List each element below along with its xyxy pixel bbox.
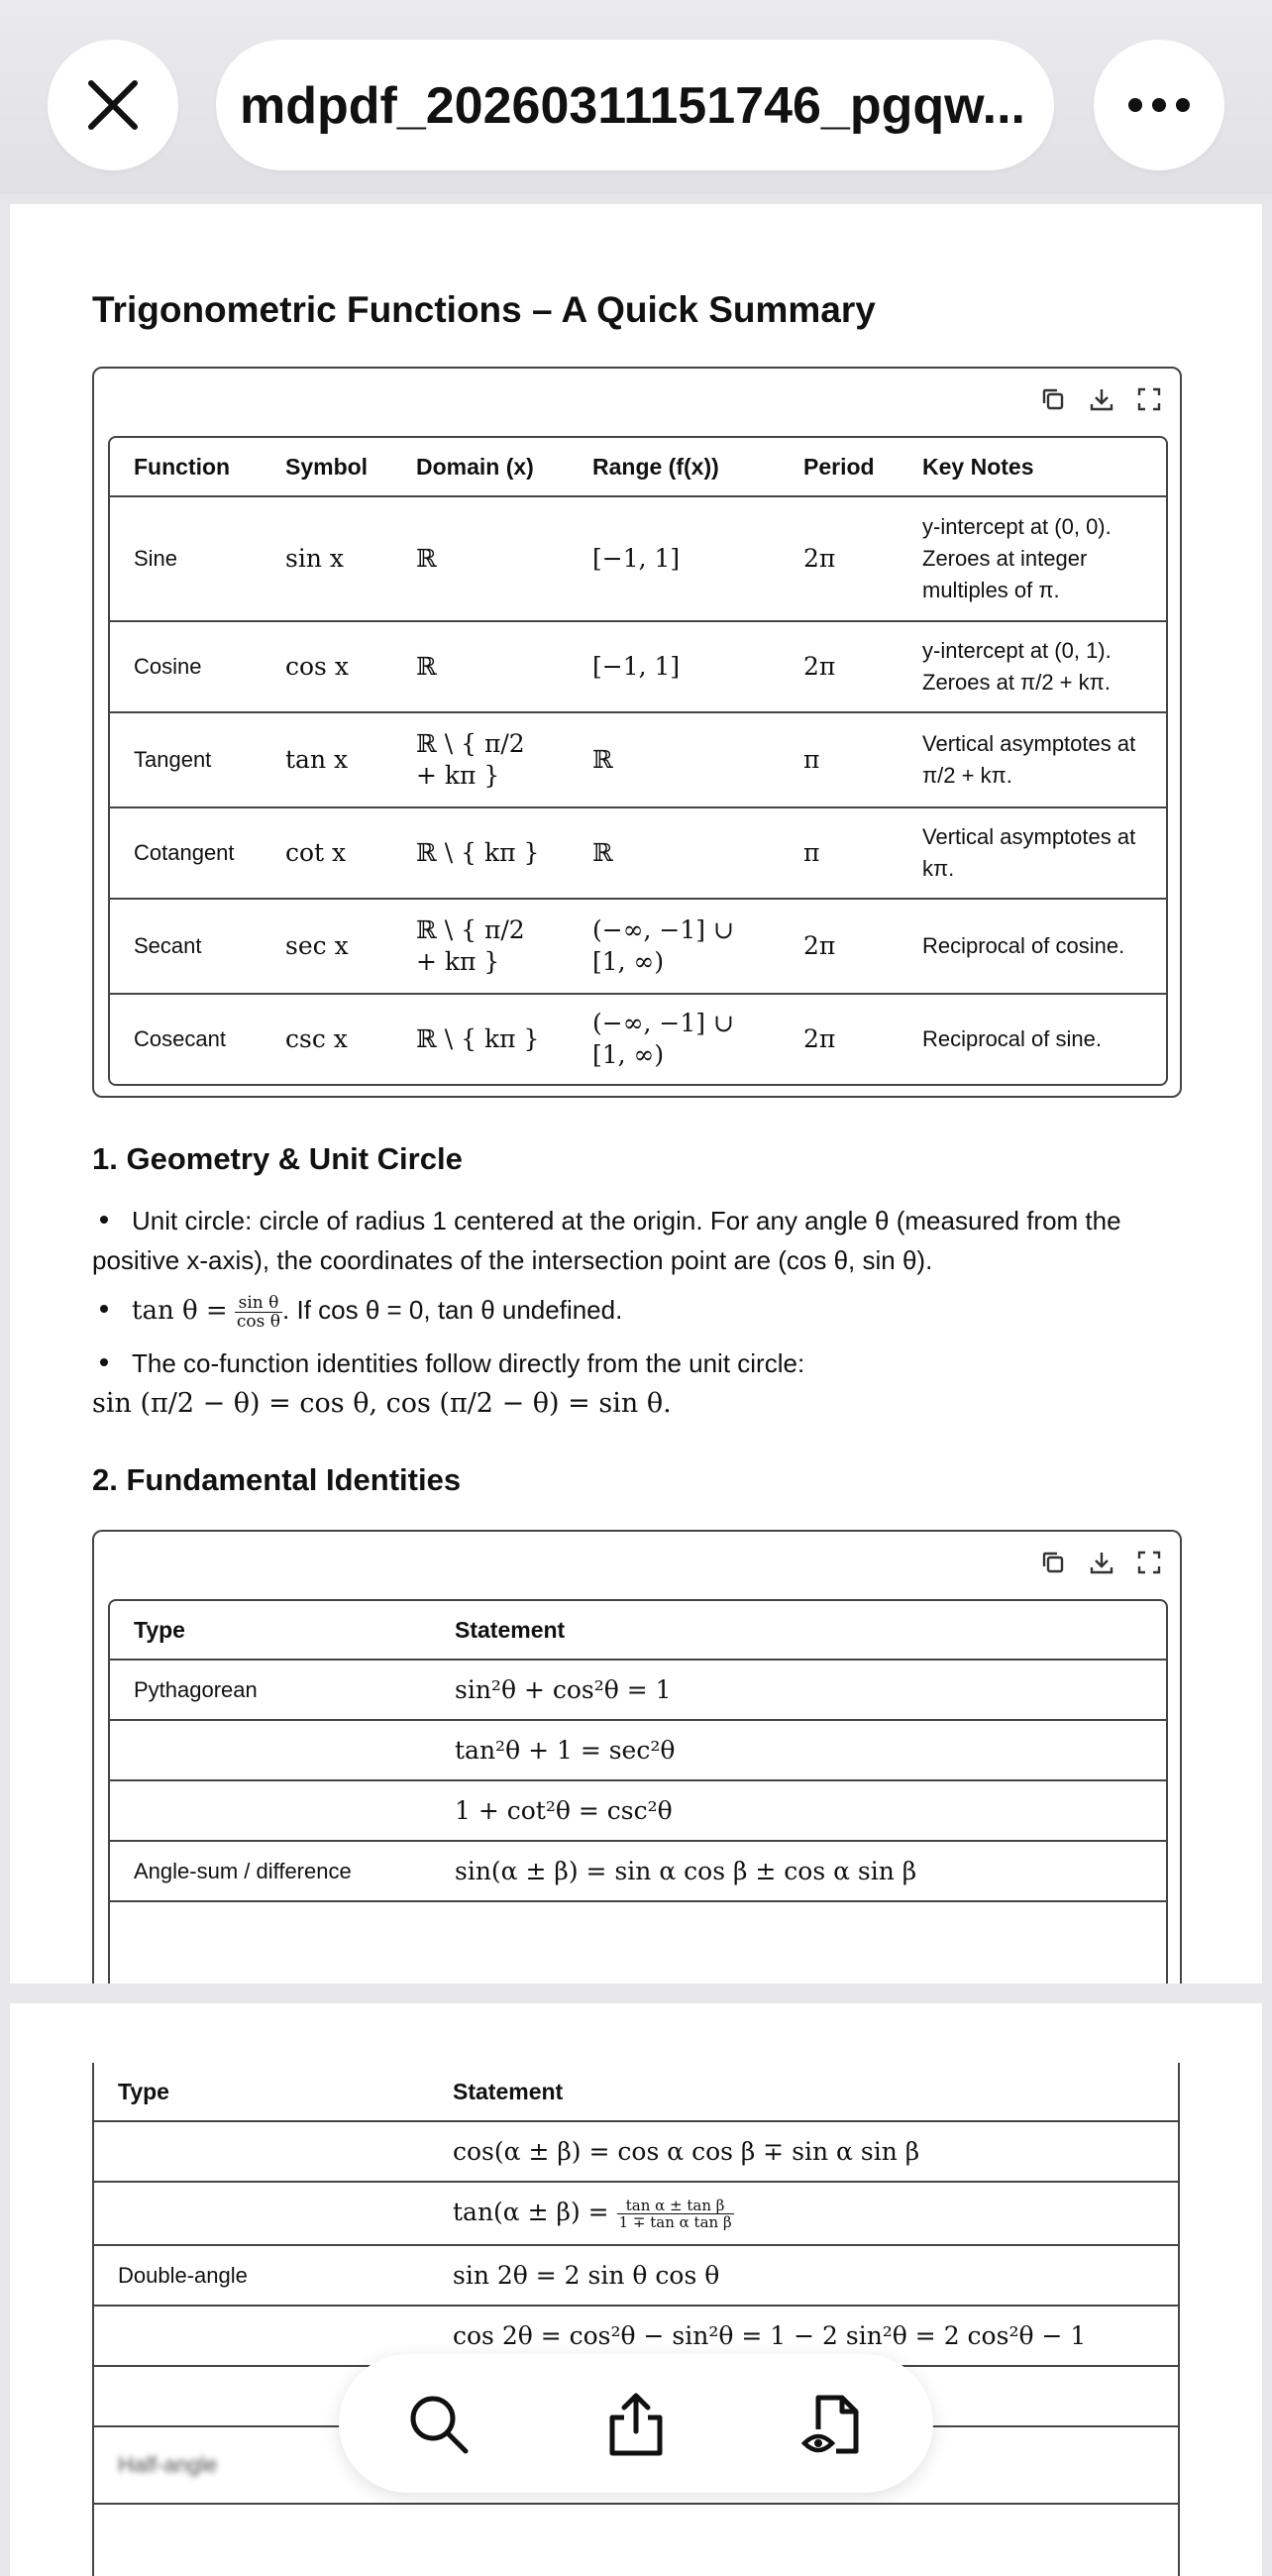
- table-row: [94, 2504, 1178, 2576]
- cell-symbol: sin x: [262, 496, 392, 621]
- cell-type: [94, 2182, 429, 2245]
- cell-statement: sin²θ + cos²θ = 1: [431, 1660, 1166, 1720]
- cell-statement: cos 2θ = cos²θ − sin²θ = 1 − 2 sin²θ = 2 cos²θ − 1: [429, 2306, 1178, 2366]
- fraction-denominator: 1 ∓ tan α tan β: [618, 2213, 732, 2231]
- close-button[interactable]: [48, 40, 178, 170]
- close-icon: [85, 77, 141, 133]
- cell-type: Pythagorean: [110, 1660, 431, 1720]
- cell-notes: Vertical asymptotes at kπ.: [899, 807, 1166, 899]
- bullet-text: Unit circle: circle of radius 1 centered at the origin. For any angle θ (measured from the positive x-axis), the coordinates of the intersection point are (cos θ, sin θ).: [92, 1206, 1121, 1275]
- section-heading: 2. Fundamental Identities: [92, 1462, 462, 1497]
- table-header-row: [110, 1601, 1166, 1660]
- table-row: [110, 807, 1166, 899]
- copy-icon[interactable]: [1040, 1550, 1066, 1575]
- formula-lhs: tan θ =: [132, 1296, 228, 1326]
- more-icon: [1094, 40, 1224, 170]
- col-header: Function: [110, 438, 262, 496]
- table-header-row: [110, 438, 1166, 496]
- cell-function: Secant: [110, 899, 262, 994]
- col-header: Range (f(x)): [569, 438, 780, 496]
- identities-table: [108, 1599, 1168, 1984]
- cell-symbol: cos x: [262, 621, 392, 712]
- section-heading: 1. Geometry & Unit Circle: [92, 1141, 463, 1176]
- cell-symbol: cot x: [262, 807, 392, 899]
- more-button[interactable]: [1094, 40, 1224, 170]
- col-header: Domain (x): [392, 438, 569, 496]
- table-row: [110, 994, 1166, 1083]
- cell-domain: ℝ \ { π/2 + kπ }: [392, 899, 569, 994]
- table-row: [110, 1841, 1166, 1901]
- identities-table-continued: [92, 2063, 1180, 2576]
- cell-domain: ℝ \ { kπ }: [392, 807, 569, 899]
- cell-statement: tan²θ + 1 = sec²θ: [431, 1720, 1166, 1780]
- cell-period: π: [780, 712, 899, 807]
- table-row: [110, 899, 1166, 994]
- cell-domain: ℝ: [392, 621, 569, 712]
- table-tools: [1022, 1550, 1162, 1579]
- table-tools: [1022, 386, 1162, 416]
- identities-table-frame: [92, 1530, 1182, 1984]
- table-row: [94, 2182, 1178, 2245]
- cell-notes: Reciprocal of cosine.: [899, 899, 1166, 994]
- table-row: [110, 621, 1166, 712]
- document-title-pill[interactable]: [216, 40, 1054, 170]
- read-aloud-icon[interactable]: [800, 2390, 868, 2457]
- search-icon[interactable]: [404, 2390, 472, 2457]
- formula-lhs: tan(α ± β) =: [453, 2198, 609, 2226]
- table-row: [110, 1720, 1166, 1780]
- cell-type: [110, 1720, 431, 1780]
- formula-fraction: [617, 2198, 734, 2230]
- cell-period: 2π: [780, 621, 899, 712]
- cell-statement: cos(α ± β) = cos α cos β ∓ sin α sin β: [429, 2121, 1178, 2182]
- cell-statement: 1 + cot²θ = csc²θ: [431, 1780, 1166, 1841]
- cell-type: [94, 2121, 429, 2182]
- download-icon[interactable]: [1089, 1550, 1114, 1575]
- fraction-denominator: cos θ: [236, 1311, 281, 1332]
- cell-domain: ℝ \ { π/2 + kπ }: [392, 712, 569, 807]
- cell-type: [94, 2306, 429, 2366]
- cell-function: Cotangent: [110, 807, 262, 899]
- col-header: Statement: [431, 1601, 1166, 1660]
- summary-table: [108, 436, 1168, 1086]
- cell-range: (−∞, −1] ∪ [1, ∞): [592, 1008, 734, 1069]
- table-row: [110, 1660, 1166, 1720]
- col-header: Symbol: [262, 438, 392, 496]
- bottom-toolbar: [339, 2354, 933, 2493]
- cell-domain: ℝ: [392, 496, 569, 621]
- bullet-text: The co-function identities follow directly from the unit circle:: [132, 1348, 805, 1378]
- fullscreen-icon[interactable]: [1136, 386, 1162, 412]
- cell-notes: Reciprocal of sine.: [922, 1025, 1102, 1051]
- cell-type: Double-angle: [94, 2245, 429, 2306]
- cell-period: 2π: [803, 1023, 836, 1053]
- cell-range: [−1, 1]: [569, 621, 780, 712]
- cell-type: [110, 1780, 431, 1841]
- cell-symbol: tan x: [262, 712, 392, 807]
- fraction-numerator: tan α ± tan β: [617, 2198, 734, 2214]
- col-header: Period: [780, 438, 899, 496]
- cell-period: π: [780, 807, 899, 899]
- table-header-row: [94, 2063, 1178, 2121]
- cell-notes: y-intercept at (0, 1). Zeroes at π/2 + kπ.: [899, 621, 1166, 712]
- top-bar: [0, 0, 1272, 194]
- document-title: mdpdf_20260311151746_pgqw...: [240, 77, 1025, 135]
- cell-function: Sine: [110, 496, 262, 621]
- summary-table-frame: [92, 367, 1182, 1098]
- col-header: Type: [110, 1601, 431, 1660]
- table-row: [94, 2121, 1178, 2182]
- cell-domain: ℝ \ { kπ }: [416, 1023, 540, 1053]
- fraction-numerator: sin θ: [235, 1294, 282, 1313]
- formula-fraction: [235, 1294, 282, 1331]
- bullet-cofunction: [92, 1343, 1162, 1424]
- cell-notes: y-intercept at (0, 0). Zeroes at integer multiples of π.: [899, 496, 1166, 621]
- cell-range: ℝ: [569, 712, 780, 807]
- table-row: [110, 712, 1166, 807]
- cell-statement: sin(α ± β) = sin α cos β ± cos α sin β: [431, 1841, 1166, 1901]
- bullet-tangent: [92, 1290, 1162, 1331]
- table-row: [110, 1780, 1166, 1841]
- cell-function: Cosecant: [134, 1025, 226, 1051]
- document-page-1: [10, 204, 1262, 1984]
- cofunction-formula: sin (π/2 − θ) = cos θ, cos (π/2 − θ) = sin θ.: [92, 1388, 672, 1419]
- bullet-text: . If cos θ = 0, tan θ undefined.: [282, 1295, 623, 1325]
- cell-range: ℝ: [569, 807, 780, 899]
- cell-period: 2π: [780, 496, 899, 621]
- cell-function: Cosine: [110, 621, 262, 712]
- cell-range: (−∞, −1] ∪ [1, ∞): [569, 899, 780, 994]
- page-title: Trigonometric Functions – A Quick Summary: [92, 289, 876, 330]
- cell-statement: sin 2θ = 2 sin θ cos θ: [429, 2245, 1178, 2306]
- cell-function: Tangent: [110, 712, 262, 807]
- cell-notes: Vertical asymptotes at π/2 + kπ.: [899, 712, 1166, 807]
- col-header: Type: [94, 2063, 429, 2121]
- col-header: Statement: [429, 2063, 1178, 2121]
- cell-type: Angle-sum / difference: [110, 1841, 431, 1901]
- cell-type: Half-angle: [94, 2426, 429, 2504]
- table-row: [94, 2245, 1178, 2306]
- table-row: [110, 1901, 1166, 1941]
- cell-range: [−1, 1]: [569, 496, 780, 621]
- cell-symbol: sec x: [262, 899, 392, 994]
- fullscreen-icon[interactable]: [1136, 1550, 1162, 1575]
- cell-period: 2π: [780, 899, 899, 994]
- bullet-unit-circle: [92, 1201, 1162, 1280]
- cell-statement: [429, 2182, 1178, 2245]
- copy-icon[interactable]: [1040, 386, 1066, 412]
- share-icon[interactable]: [602, 2390, 670, 2457]
- col-header: Key Notes: [899, 438, 1166, 496]
- download-icon[interactable]: [1089, 386, 1114, 412]
- table-row: [110, 496, 1166, 621]
- cell-symbol: csc x: [285, 1023, 348, 1053]
